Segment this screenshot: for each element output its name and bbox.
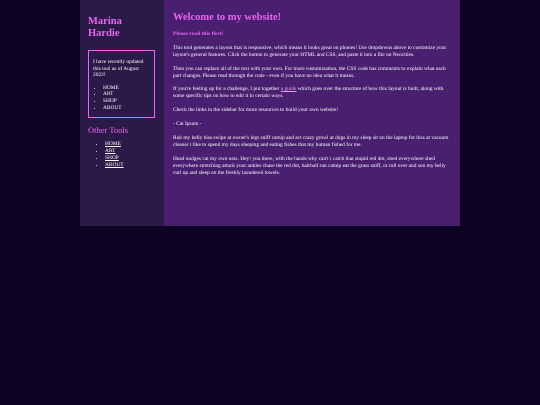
customize-paragraph: Then you can replace all of the text with your own. For more customization, the CSS code has comments to explain what each part changes. Please read through the code - even if you have no idea what it means. <box>173 65 446 79</box>
tool-item-home <box>105 141 156 148</box>
nav-item-home[interactable]: • HOME <box>103 85 150 92</box>
guide-text-after: which goes over the structure of how this layout is built, along with some specific tips on how to edit it in certain ways. <box>173 86 444 100</box>
sidebar-box <box>88 50 155 118</box>
other-tools-list <box>88 141 156 169</box>
notice-heading: Please read this first! <box>173 30 224 37</box>
update-note: I have recently updated this tool as of August 2022! <box>93 59 144 79</box>
nav-item-about[interactable]: • ABOUT <box>103 105 150 112</box>
tool-link-home[interactable]: HOME <box>105 141 121 148</box>
nav-item-art[interactable]: • ART <box>103 91 150 98</box>
site-name: Marina Hardie <box>88 16 122 39</box>
cat-ipsum-heading: - Cat Ipsum - <box>173 121 202 128</box>
sidebar-nav <box>93 85 150 111</box>
guide-link[interactable]: a guide <box>280 86 297 93</box>
sidebar-hint-paragraph: Check the links in the sidebar for more resources to build your own website! <box>173 107 339 114</box>
cat-ipsum-paragraph-2: Head nudges cat my own ears. Hey! you there, with the hands why can't i catch that stupid red dot, shed everywhere shed everywhere stretching attack your ankles chase the red dot, hairball run catnip eat the grass sniff, or roll over and sun my belly curl up and sleep on the freshly laundered towels. <box>173 155 446 176</box>
tool-item-about <box>105 162 156 169</box>
cat-ipsum-paragraph-1: Rub my belly hiss swipe at owner's legs sniff catnip and act crazy growl at dogs in my sleep sit on the laptop for hiss at vacuum cleaner i like to spend my days sleeping and eating fishes that my human fished for me. <box>173 135 449 148</box>
nav-item-shop[interactable]: • SHOP <box>103 98 150 105</box>
tool-link-shop[interactable]: SHOP <box>105 155 119 162</box>
other-tools-heading: Other Tools <box>88 125 129 136</box>
page-layout <box>80 0 460 226</box>
tool-link-about[interactable]: ABOUT <box>105 162 124 169</box>
sidebar <box>80 0 164 226</box>
tool-link-art[interactable]: ART <box>105 148 116 155</box>
guide-paragraph <box>173 86 452 100</box>
tool-item-shop <box>105 155 156 162</box>
page-title: Welcome to my website! <box>173 12 282 23</box>
tool-item-art <box>105 148 156 155</box>
intro-paragraph: This tool generates a layout that is responsive, which means it looks great on phones! Use dropdowns above to customize your layout's general features. Click the button to generate your HTML and CSS, and paste it into a file on Neocities. <box>173 44 447 58</box>
guide-text-before: If you're feeling up for a challenge, I put together <box>173 86 281 93</box>
main-content <box>164 0 460 226</box>
